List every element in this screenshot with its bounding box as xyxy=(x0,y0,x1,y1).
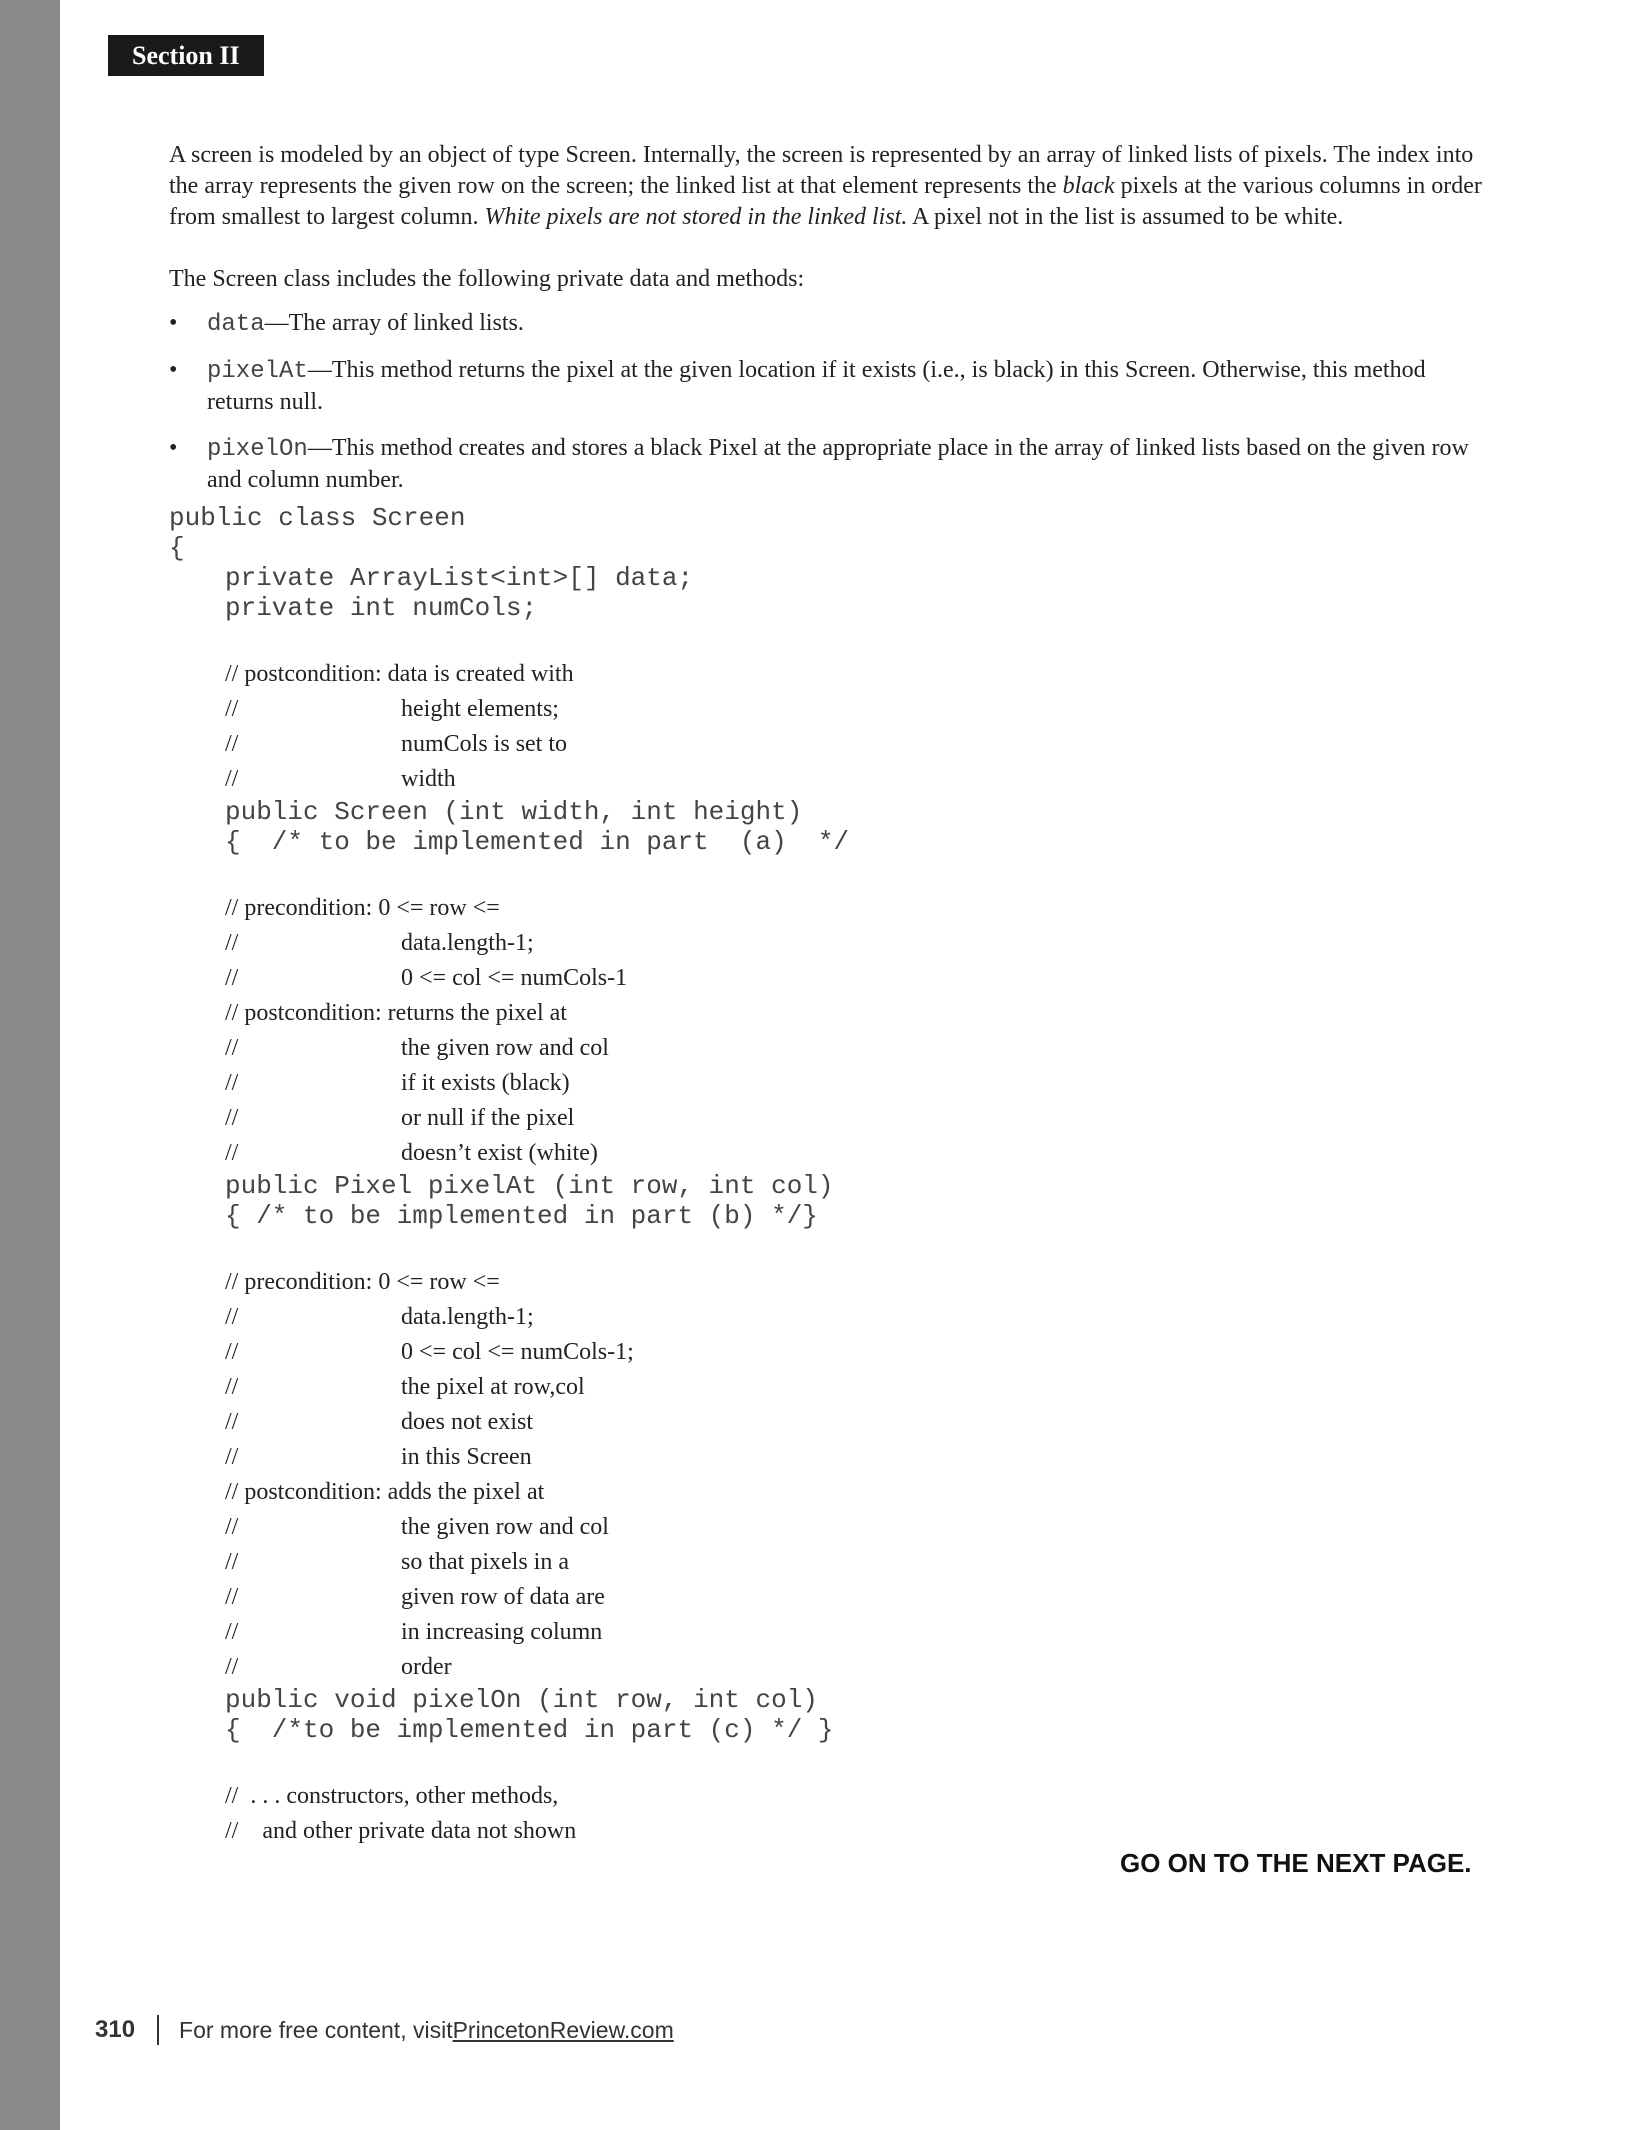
comment-text: adds the pixel at xyxy=(387,1479,545,1505)
class-declaration: public class Screen xyxy=(169,503,466,533)
comment-text: does not exist xyxy=(401,1409,533,1435)
comment-prefix: // xyxy=(225,731,239,757)
comment-prefix: // xyxy=(225,1514,239,1540)
comment-line xyxy=(169,1066,1489,1101)
comment-text: data is created with xyxy=(387,661,574,687)
comment-prefix: // precondition: xyxy=(225,895,379,921)
bullet-pixelon xyxy=(169,433,1489,496)
comment-text: or null if the pixel xyxy=(401,1105,575,1131)
comment-text: the given row and col xyxy=(401,1035,609,1061)
comment-text: width xyxy=(401,766,456,792)
ctor-comments xyxy=(169,657,1489,797)
intro-text-2: pixels at the various columns in order from smallest to largest column. xyxy=(169,173,1482,230)
comment-prefix: // xyxy=(225,1070,239,1096)
comment-text: 0 <= col <= numCols-1; xyxy=(401,1339,634,1365)
tail-comment-2: // and other private data not shown xyxy=(225,1818,577,1844)
intro-italic-1: black xyxy=(1062,173,1115,199)
comment-prefix: // xyxy=(225,766,239,792)
comment-line xyxy=(169,926,1489,961)
page-side-bar xyxy=(0,0,60,2130)
section-label: Section II xyxy=(108,35,264,76)
comment-line xyxy=(169,1440,1489,1475)
page-number: 310 xyxy=(95,2016,136,2043)
footer-divider xyxy=(157,2015,159,2045)
next-page-notice: GO ON TO THE NEXT PAGE. xyxy=(1120,1848,1472,1878)
bullet-data xyxy=(169,308,1489,340)
comment-prefix: // xyxy=(225,965,239,991)
intro-text-3: A pixel not in the list is assumed to be white. xyxy=(907,204,1344,230)
pixelon-signature: public void pixelOn (int row, int col) xyxy=(225,1685,818,1715)
pixelon-comments xyxy=(169,1265,1489,1685)
field-numcols: private int numCols; xyxy=(225,593,538,623)
comment-text: data.length-1; xyxy=(401,930,534,956)
bullet-text: —The array of linked lists. xyxy=(264,310,524,336)
comment-prefix: // xyxy=(225,1140,239,1166)
comment-text: doesn’t exist (white) xyxy=(401,1140,598,1166)
comment-line xyxy=(169,1475,1489,1510)
comment-prefix: // xyxy=(225,1409,239,1435)
page-content xyxy=(169,140,1489,1849)
code-listing xyxy=(169,503,1489,1849)
field-data: private ArrayList<int>[] data; xyxy=(225,563,694,593)
comment-line xyxy=(169,891,1489,926)
comment-line xyxy=(169,1545,1489,1580)
comment-line xyxy=(169,961,1489,996)
comment-prefix: // xyxy=(225,1339,239,1365)
bullet-text: —This method creates and stores a black Pixel at the appropriate place in the array of linked lists based on the given row and column number. xyxy=(207,435,1469,493)
comment-text: in increasing column xyxy=(401,1619,603,1645)
comment-prefix: // xyxy=(225,1619,239,1645)
bullet-list xyxy=(169,308,1489,496)
comment-text: data.length-1; xyxy=(401,1304,534,1330)
comment-text: returns the pixel at xyxy=(387,1000,567,1026)
comment-text: order xyxy=(401,1654,452,1680)
comment-line xyxy=(169,1510,1489,1545)
ctor-signature: public Screen (int width, int height) xyxy=(225,797,803,827)
comment-prefix: // xyxy=(225,1549,239,1575)
page-footer xyxy=(95,2015,674,2045)
comment-text: in this Screen xyxy=(401,1444,532,1470)
comment-prefix: // xyxy=(225,696,239,722)
comment-prefix: // xyxy=(225,1654,239,1680)
comment-line xyxy=(169,1335,1489,1370)
comment-prefix: // xyxy=(225,1584,239,1610)
comment-text: height elements; xyxy=(401,696,559,722)
pixelat-body: { /* to be implemented in part (b) */} xyxy=(225,1201,818,1231)
comment-text: 0 <= row <= xyxy=(378,1269,500,1295)
methods-intro: The Screen class includes the following private data and methods: xyxy=(169,266,805,292)
bullet-code: pixelAt xyxy=(207,358,308,385)
comment-prefix: // postcondition: xyxy=(225,661,388,687)
comment-prefix: // postcondition: xyxy=(225,1479,388,1505)
open-brace: { xyxy=(169,533,185,563)
pixelon-body: { /*to be implemented in part (c) */ } xyxy=(225,1715,834,1745)
bullet-code: data xyxy=(207,311,265,338)
footer-text: For more free content, visit xyxy=(179,2016,453,2043)
bullet-dot: • xyxy=(169,435,178,461)
intro-paragraph xyxy=(169,140,1489,233)
ctor-body: { /* to be implemented in part (a) */ xyxy=(225,827,850,857)
comment-prefix: // xyxy=(225,930,239,956)
footer-link[interactable]: PrincetonReview.com xyxy=(452,2016,674,2043)
comment-prefix: // xyxy=(225,1105,239,1131)
bullet-dot: • xyxy=(169,357,178,383)
comment-line xyxy=(169,727,1489,762)
bullet-pixelat xyxy=(169,355,1489,418)
comment-text: so that pixels in a xyxy=(401,1549,569,1575)
comment-line xyxy=(169,1580,1489,1615)
comment-text: given row of data are xyxy=(401,1584,605,1610)
comment-line xyxy=(169,1031,1489,1066)
comment-line xyxy=(169,1136,1489,1171)
comment-line xyxy=(169,762,1489,797)
comment-line xyxy=(169,1405,1489,1440)
bullet-dot: • xyxy=(169,310,178,336)
bullet-text: —This method returns the pixel at the given location if it exists (i.e., is black) in this Screen. Otherwise, this method returns null. xyxy=(207,357,1426,415)
comment-prefix: // xyxy=(225,1374,239,1400)
comment-text: numCols is set to xyxy=(401,731,568,757)
comment-line xyxy=(169,1101,1489,1136)
comment-prefix: // precondition: xyxy=(225,1269,379,1295)
comment-text: the pixel at row,col xyxy=(401,1374,585,1400)
pixelat-signature: public Pixel pixelAt (int row, int col) xyxy=(225,1171,834,1201)
comment-prefix: // xyxy=(225,1444,239,1470)
comment-line xyxy=(169,1650,1489,1685)
comment-text: 0 <= col <= numCols-1 xyxy=(401,965,628,991)
intro-italic-2: White pixels are not stored in the linked list. xyxy=(484,204,908,230)
comment-line xyxy=(169,1300,1489,1335)
comment-line xyxy=(169,692,1489,727)
bullet-code: pixelOn xyxy=(207,436,308,463)
comment-line xyxy=(169,1370,1489,1405)
pixelat-comments xyxy=(169,891,1489,1171)
comment-line xyxy=(169,657,1489,692)
intro-text-1: A screen is modeled by an object of type Screen. Internally, the screen is represented by an array of linked lists of pixels. The index into the array represents the given row on the screen; the linked list at that element represents the xyxy=(169,142,1474,199)
comment-line xyxy=(169,1265,1489,1300)
comment-line xyxy=(169,1615,1489,1650)
comment-text: if it exists (black) xyxy=(401,1070,570,1096)
tail-comment-1: // . . . constructors, other methods, xyxy=(225,1783,559,1809)
comment-line xyxy=(169,996,1489,1031)
comment-prefix: // postcondition: xyxy=(225,1000,388,1026)
comment-prefix: // xyxy=(225,1035,239,1061)
comment-text: 0 <= row <= xyxy=(378,895,500,921)
comment-text: the given row and col xyxy=(401,1514,609,1540)
comment-prefix: // xyxy=(225,1304,239,1330)
